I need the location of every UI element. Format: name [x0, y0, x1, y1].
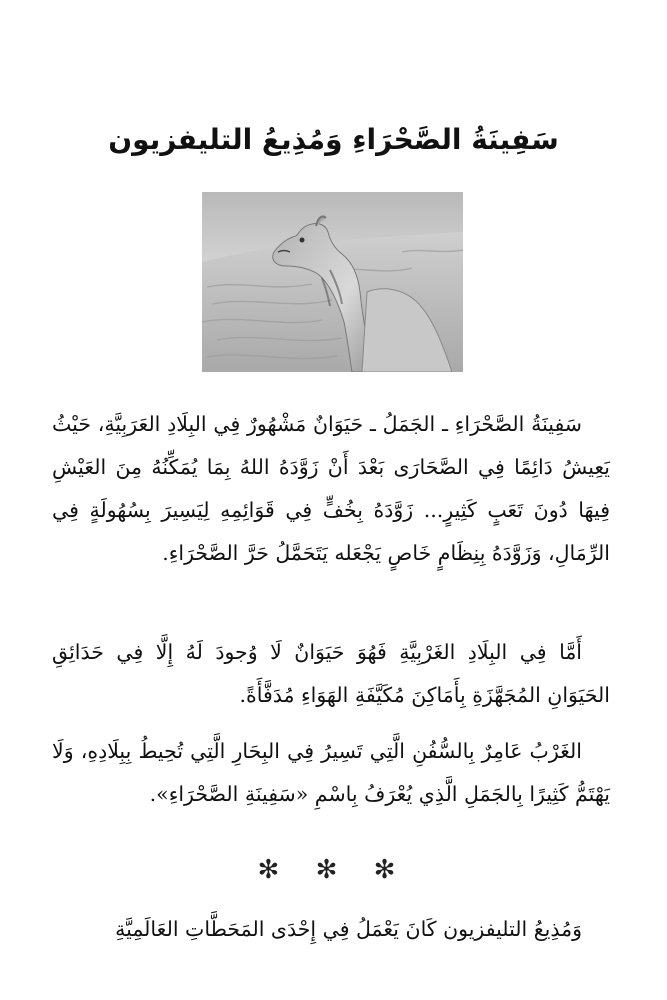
camel-photo-icon — [202, 192, 463, 372]
paragraph-1: سَفِينَةُ الصَّحْرَاءِ ـ الجَمَلُ ـ حَيَوَانٌ مَشْهُورٌ فِي البِلَادِ العَرَبِيَّةِ، حَيْثُ يَعِيشُ دَائِمًا فِي الصَّحَارَى بَعْدَ أَنْ زَوَّدَهُ اللهُ بِمَا يُمَكِّنُهُ مِنَ العَيْشِ فِيهَا دُونَ تَعَبٍ كَثِيرٍ... زَوَّدَهُ بِخُفٍّ فِي قَوَائِمِهِ لِيَسِيرَ بِسُهُولَةٍ فِي الرِّمَالِ، وَزَوَّدَهُ بِنِظَامٍ خَاصٍ يَجْعَله يَتَحَمَّلُ حَرَّ الصَّحْرَاءِ. — [52, 412, 610, 565]
paragraph-2: أَمَّا فِي البِلَادِ الغَرْبِيَّةِ فَهُوَ حَيَوَانٌ لَا وُجودَ لَهُ إِلَّا فِي حَدَائِقِ الحَيَوَانِ المُجَهَّزَةِ بِأَمَاكِنَ مُكَيَّفَةِ الهَوَاءِ مُدَفَّأَةً. — [52, 640, 610, 707]
paragraph-4: وَمُذِيعُ التليفزيون كَانَ يَعْمَلُ فِي إِحْدَى المَحَطَّاتِ العَالَمِيَّةِ — [115, 917, 582, 941]
section-separator: ✻ ✻ ✻ — [257, 855, 410, 885]
page-title: سَفِينَةُ الصَّحْرَاءِ وَمُذِيعُ التليفزيون — [108, 123, 559, 156]
paragraph-3: الغَرْبُ عَامِرٌ بِالسُّفُنِ الَّتِي تَسِيرُ فِي البِحَارِ الَّتِي تُحِيطُ بِبِلَادِهِ، وَلَا يَهْتَمُّ كَثِيرًا بِالجَمَلِ الَّذِي يُعْرَفُ بِاسْمِ «سَفِينَةِ الصَّحْرَاءِ». — [52, 739, 610, 806]
